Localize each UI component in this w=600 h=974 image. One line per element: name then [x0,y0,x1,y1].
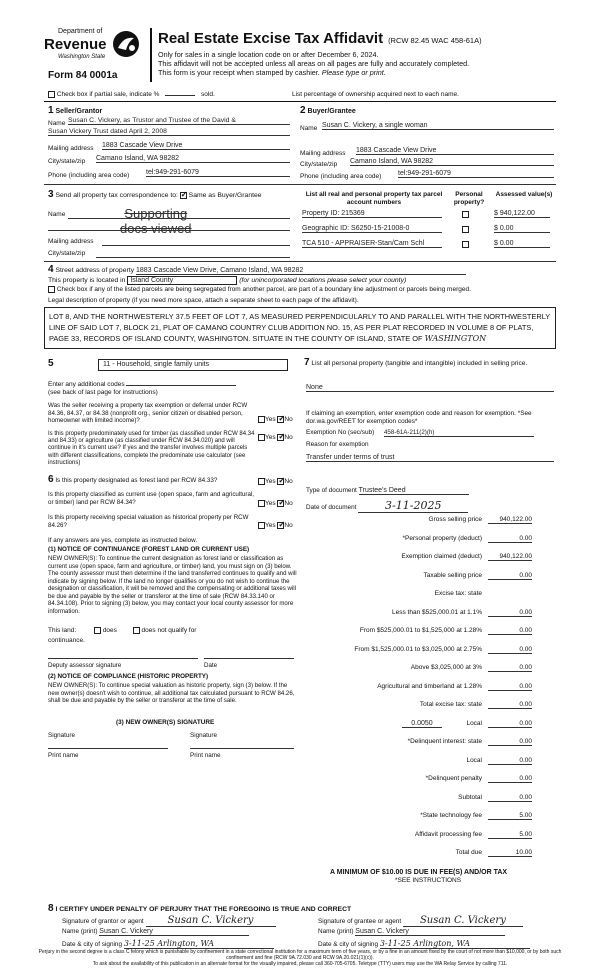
s5-q2: Is this property predominately used for timber (as classified under RCW 84.34 and 84.33) or agriculture (as classified under RCW 84.34.020) and will continue in it's current use? If yes and the transfer involves multiple parcels with different classifications, complete the predominate use calculator (see instructions) [48,431,255,466]
buyer-city-field[interactable]: Camano Island, WA 98282 [350,158,554,166]
buyer-phone-field[interactable]: tel:949-291-6079 [398,170,554,178]
tax-row-value[interactable]: 940,122.00 [488,553,532,561]
grantee-date-row: Date & city of signing 3-11-25 Arlington, WA [318,939,530,949]
personal-property-field[interactable]: None [306,384,554,392]
historic-no-checkbox[interactable] [277,522,284,529]
tax-row-label: From $1,525,000.01 to $3,025,000 at 2.75% [354,645,482,653]
notice1-heading: (1) NOTICE OF CONTINUANCE (FOREST LAND OR CURRENT USE) [48,546,250,553]
grantor-sig-row: Signature of grantor or agent Susan C. Vickery [62,915,276,927]
doc-date-row: Date of document 3-11-2025 [306,499,468,513]
form-title: Real Estate Excise Tax Affidavit [158,30,384,47]
if-yes-note: If any answers are yes, complete as instructed below. [48,537,198,544]
buyer-name-label: Name [300,125,318,132]
doc-date-field[interactable]: 3-11-2025 [358,499,468,513]
section5-num: 5 [48,358,54,369]
grantor-date-row: Date & city of signing 3-11-25 Arlington, WA [62,939,274,949]
land-qualify-row: This land: does does not qualify for [48,627,197,635]
tax-row [300,701,532,709]
personal-property-checkbox[interactable] [462,226,469,233]
parcel-row: Property ID: 215369 $ 940,122.00 [300,210,554,220]
tax-row-value[interactable]: 0.00 [488,701,532,709]
tax-row-value[interactable]: 5.00 [488,812,532,820]
s6-q2: Is this property classified as current use (open space, farm and agricultural, or timber) land per RCW 84.34? [48,491,255,506]
tax-row [300,794,532,802]
form-title-row [158,30,482,47]
assessed-value-header: Assessed value(s) [495,191,553,198]
grantee-signature-field[interactable]: Susan C. Vickery [403,915,523,927]
tax-row-label: Total due [455,849,482,856]
buyer-name-field[interactable]: Susan C. Vickery, a single woman [322,122,554,130]
tax-row-value[interactable]: 0.00 [488,664,532,672]
use-code-select[interactable]: 11 - Household, single family units [98,359,288,371]
personal-property-header: Personal property? [453,191,485,206]
tax-row-label: Excise tax: state [434,590,482,597]
segregated-parcels-checkbox[interactable] [48,286,55,293]
does-qualify-checkbox[interactable] [94,627,101,634]
dor-emblem-icon [112,30,140,58]
deputy-date-label: Date [204,662,218,669]
dept-label: Department of [58,28,103,35]
section7-heading: 7 List all personal property (tangible and intangible) included in selling price. [304,357,528,368]
s3-city-field[interactable] [96,257,290,258]
tax-row-label: *Delinquent penalty [425,775,482,782]
tax-row [300,590,532,597]
notice2-heading: (2) NOTICE OF COMPLIANCE (HISTORIC PROPERTY) [48,673,209,680]
continuance-label: continuance. [48,637,85,644]
rule-1 [44,184,556,185]
sig-label-2: Signature [190,732,217,739]
tax-row-label: From $525,000.01 to $1,525,000 at 1.28% [359,627,482,634]
perjury-notice: Perjury in the second degree is a class C felony which is punishable by confinement in a state correctional institution for a maximum term of five years, or by a fine in an amount fixed by the court of not more than $10,000, or by both such confinement and fine (RCW 9A.72.030 and RCW 9A.20.021(1)(c)). [38,949,562,961]
tax-row-value[interactable]: 0.00 [488,535,532,543]
reason-label: Reason for exemption [306,441,369,448]
tax-row-value[interactable]: 0.00 [488,794,532,802]
personal-property-checkbox[interactable] [462,241,469,248]
tax-row [300,572,532,580]
tax-row [300,516,532,524]
legal-description-field[interactable]: LOT 8, AND THE NORTHWESTERLY 37.5 FEET OF LOT 7, AS MEASURED PERPENDICULARLY TO AND PARALLEL WITH THE NORTHWESTERLY LINE OF SAID LOT 7, BLOCK 21, PLAT OF CAMANO COUNTRY CLUB ADDITION NO. 15, AS PER PLAT RECORDED IN VOLUME 8 OF PLATS, PAGE 33, RECORDS OF ISLAND COUNTY, WASHINGTON. SITUATE IN THE COUNTY OF ISLAND, STATE OF WASHINGTON [44,307,556,349]
tax-row-label: *Delinquent interest: state [407,738,482,745]
buyer-city-label: City/state/zip [300,161,338,168]
tax-row-label: Taxable selling price [423,571,482,579]
tax-row-label: Local [466,756,482,764]
personal-property-checkbox[interactable] [462,211,469,218]
new-owner-sig-field-2[interactable] [190,748,294,749]
legal-label: Legal description of property (if you need more space, attach a separate sheet to each page of the affidavit). [48,297,359,304]
current-use-no-checkbox[interactable] [277,500,284,507]
seller-name-line-2[interactable]: Susan Vickery Trust dated April 2, 2008 [48,128,290,136]
tax-row [300,757,532,765]
tax-row-label: Agricultural and timberland at 1.28% [377,682,482,690]
grantor-date-field[interactable]: 3-11-25 Arlington, WA [124,939,274,949]
new-owner-sig-field-1[interactable] [48,748,168,749]
tax-row-value[interactable]: 5.00 [488,831,532,839]
sig-label-1: Signature [48,732,75,739]
s5-q2-answers: Yes ✓ No [258,434,293,441]
grantee-name-row: Name (print) Susan C. Vickery [318,928,505,936]
forest-no-checkbox[interactable] [277,478,284,485]
seller-city-label: City/state/zip [48,158,86,165]
tax-row-value[interactable]: 0.00 [488,775,532,783]
forest-yes-checkbox[interactable] [258,478,265,485]
parcel-row: Geographic ID: S6250-15-21008-0 $ 0.00 [300,225,554,235]
s6-q2-answers: Yes ✓ No [258,500,293,507]
print-label-1: Print name [48,752,79,759]
q1-yes-checkbox[interactable] [258,416,265,423]
tax-row-label: Affidavit processing fee [414,830,482,838]
tax-row-label: Total excise tax: state [419,701,482,708]
partial-sale-checkbox[interactable] [48,91,55,98]
revenue-wordmark: Revenue [44,36,107,53]
buyer-heading: 2 Buyer/Grantee [300,105,356,116]
s3-city-label: City/state/zip [48,250,86,257]
tax-row-value[interactable]: 0.00 [488,738,532,746]
partial-sale-row: Check box if partial sale, indicate % sold. [48,91,215,98]
s3-mail-field[interactable] [102,245,290,246]
s6-q1-answers: Yes ✓ No [258,478,293,485]
tax-row-label: *Personal property (deduct) [402,534,482,542]
tax-row [300,775,532,783]
seller-phone-field[interactable]: tel:949-291-6079 [146,169,290,177]
tax-row [300,683,532,691]
q2-no-checkbox[interactable] [277,434,284,441]
tax-row [300,535,532,543]
q1-no-checkbox[interactable] [277,416,284,423]
print-label-2: Print name [190,752,221,759]
s5-q1-answers: Yes ✓ No [258,416,293,423]
tax-row [300,738,532,746]
tax-row-value[interactable]: 0.00 [488,757,532,765]
tax-row-value[interactable]: 0.00 [488,683,532,691]
tax-row [300,812,532,820]
street-row: 4 Street address of property 1883 Cascade View Drive, Camano Island, WA 98282 [48,264,466,275]
same-as-buyer-checkbox[interactable] [180,192,187,199]
header-divider [150,28,152,82]
tax-row [300,553,532,561]
supporting-docs-stamp: Supporting docs viewed [120,206,192,236]
form-rcw: (RCW 82.45 WAC 458-61A) [388,36,482,45]
seller-name-label: Name [48,120,66,127]
tax-row-value[interactable]: 0.00 [488,627,532,635]
does-not-qualify-checkbox[interactable] [133,627,140,634]
s5-q1: Was the seller receiving a property tax exemption or deferral under RCW 84.36, 84.37, or 84.38 (nonprofit org., senior citizen or disabled person, homeowner with limited income)? [48,402,248,425]
grantee-name-field[interactable]: Susan C. Vickery [355,928,505,936]
reason-field[interactable]: Transfer under terms of trust [306,454,554,462]
s6-q3-answers: Yes ✓ No [258,522,293,529]
additional-codes-field[interactable] [126,385,236,386]
tax-row-label: Subtotal [458,793,482,801]
tax-row-value[interactable]: 0.00 [488,646,532,654]
seller-city-field[interactable]: Camano Island, WA 98282 [96,155,290,163]
s6-q1: 6 Is this property designated as forest land per RCW 84.33? [48,474,218,485]
tax-row-value[interactable]: 0.00 [488,720,532,728]
doc-type-field[interactable]: Trustee's Deed [359,487,469,495]
state-label: Washington State [58,54,106,60]
form-number: Form 84 0001a [48,70,118,81]
grantor-signature-field[interactable]: Susan C. Vickery [146,915,276,927]
tax-row-label: *State technology fee [420,812,482,819]
county-row: This property is located in Island County (for unincorporated locations please select your county) [48,277,407,284]
seller-heading: 1 Seller/Grantor [48,105,103,116]
historic-yes-checkbox[interactable] [258,522,265,529]
deputy-signature-field[interactable] [48,658,198,659]
s3-mail-label: Mailing address [48,238,94,245]
notice2-text: NEW OWNER(S): To continue special valuation as historic property, sign (3) below. If the new owner(s) doesn't wish to continue, all additional tax calculated pursuant to RCW 84.26, shall be due and payable by the seller or transferor at the time of sale. [48,682,295,704]
seller-mail-field[interactable]: 1883 Cascade View Drive [102,142,290,150]
tax-row [300,646,532,654]
street-address-field[interactable]: 1883 Cascade View Drive, Camano Island, WA 98282 [136,267,466,275]
s3-name-label: Name [48,211,66,218]
grantee-date-field[interactable]: 3-11-25 Arlington, WA [380,939,530,949]
instruction-line-1: Only for sales in a single location code on or after December 6, 2024. [158,50,379,59]
tax-row [300,664,532,672]
tax-row-label: Local [466,719,482,727]
header-instructions [158,50,469,77]
tax-row-value[interactable] [488,590,532,597]
local-rate-field[interactable]: 0.0050 [402,720,442,728]
seller-name-line-1[interactable]: Susan C. Vickery, as Trustor and Trustee of the David & [68,117,290,125]
exemption-label: If claiming an exemption, enter exemption code and reason for exemption. *See dor.wa.gov/REET for exemption codes* [306,410,532,425]
buyer-mail-field[interactable]: 1883 Cascade View Drive [356,147,554,155]
section3-heading: 3 Send all property tax correspondence to: ✓ Same as Buyer/Grantee [48,189,262,200]
tax-row-label: Less than $525,000.01 at 1.1% [392,608,482,616]
parcel-header: List all real and personal property tax parcel account numbers [305,191,443,206]
tax-row-value[interactable]: 940,122.00 [488,516,532,524]
buyer-mail-label: Mailing address [300,150,346,157]
q2-yes-checkbox[interactable] [258,434,265,441]
parcel-row: TCA 510 - APPRAISER-Stan/Cam Schl $ 0.00 [300,240,554,250]
tax-row-value[interactable]: 0.00 [488,609,532,617]
notice1-text: NEW OWNER(S): To continue the current designation as forest land or classification as current use (open space, farm and agriculture, or timber) land, you must sign on (3) below. The county assessor must then determine if the land transferred continues to qualify and will indicate by signing below. If the land no longer qualifies or you do not wish to continue the designation or classification, it will be removed and the compensating or additional taxes will be due and payable by the seller or transferor at the time of sale (RCW 84.33.140 or 84.34.108). Prior to signing (3) below, you may contact your local county assessor for more information. [48,555,297,615]
county-select[interactable]: Island County [127,276,237,285]
grantor-name-field[interactable]: Susan C. Vickery [99,928,249,936]
minimum-due-note: A MINIMUM OF $10.00 IS DUE IN FEE(S) AND/OR TAX [330,868,508,876]
exemption-no-field[interactable]: 458-61A-211(2)(h) [384,429,534,437]
tax-row [300,831,532,839]
buyer-phone-label: Phone (including area code) [300,173,382,180]
tax-row-label: Above $3,025,000 at 3% [410,664,482,671]
current-use-yes-checkbox[interactable] [258,500,265,507]
instruction-line-3: This form is your receipt when stamped by cashier. Please type or print. [158,68,386,77]
tax-row-label: Exemption claimed (deduct) [401,553,482,560]
tax-row [300,609,532,617]
see-instructions-note: *SEE INSTRUCTIONS [395,876,462,884]
deputy-label: Deputy assessor signature [48,662,122,669]
s6-q3: Is this property receiving special valuation as historical property per RCW 84.26? [48,514,249,529]
section8-heading: 8 I CERTIFY UNDER PENALTY OF PERJURY THAT THE FOREGOING IS TRUE AND CORRECT [48,903,352,914]
legal-handwritten: WASHINGTON [424,334,487,343]
deputy-date-field[interactable] [204,658,294,659]
rule-2 [44,261,556,262]
tax-row [300,627,532,635]
tax-row [300,849,532,857]
seller-phone-label: Phone (including area code) [48,172,130,179]
additional-codes: Enter any additional codes (see back of last page for instructions) [48,381,236,397]
partial-percent-field[interactable] [165,95,195,96]
seller-mail-label: Mailing address [48,145,94,152]
grantor-name-row: Name (print) Susan C. Vickery [62,928,249,936]
segregate-row: Check box if any of the listed parcels are being segregated from another parcel, are part of a boundary line adjustment or parcels being merged. [48,286,471,293]
doc-type-row: Type of document Trustee's Deed [306,487,469,495]
top-rule [44,101,556,102]
exemption-no-row: Exemption No (sec/sub) 458-61A-211(2)(h) [306,429,534,437]
alt-format-notice: To ask about the availability of this publication in an alternate format for the visually impaired, please call 360-705-6705. Teletype (TTY) users may use the WA Relay Service by calling 711. [92,961,508,967]
instruction-line-2: This affidavit will not be accepted unless all areas on all pages are fully and accurately completed. [158,59,470,68]
ownership-note: List percentage of ownership acquired next to each name. [292,91,459,98]
tax-row-value[interactable]: 10.00 [488,849,532,857]
tax-row-label: Gross selling price [428,516,482,523]
new-owner-sig-heading: (3) NEW OWNER(S) SIGNATURE [116,719,215,726]
tax-row-value[interactable]: 0.00 [488,572,532,580]
grantee-sig-row: Signature of grantee or agent Susan C. Vickery [318,915,523,927]
